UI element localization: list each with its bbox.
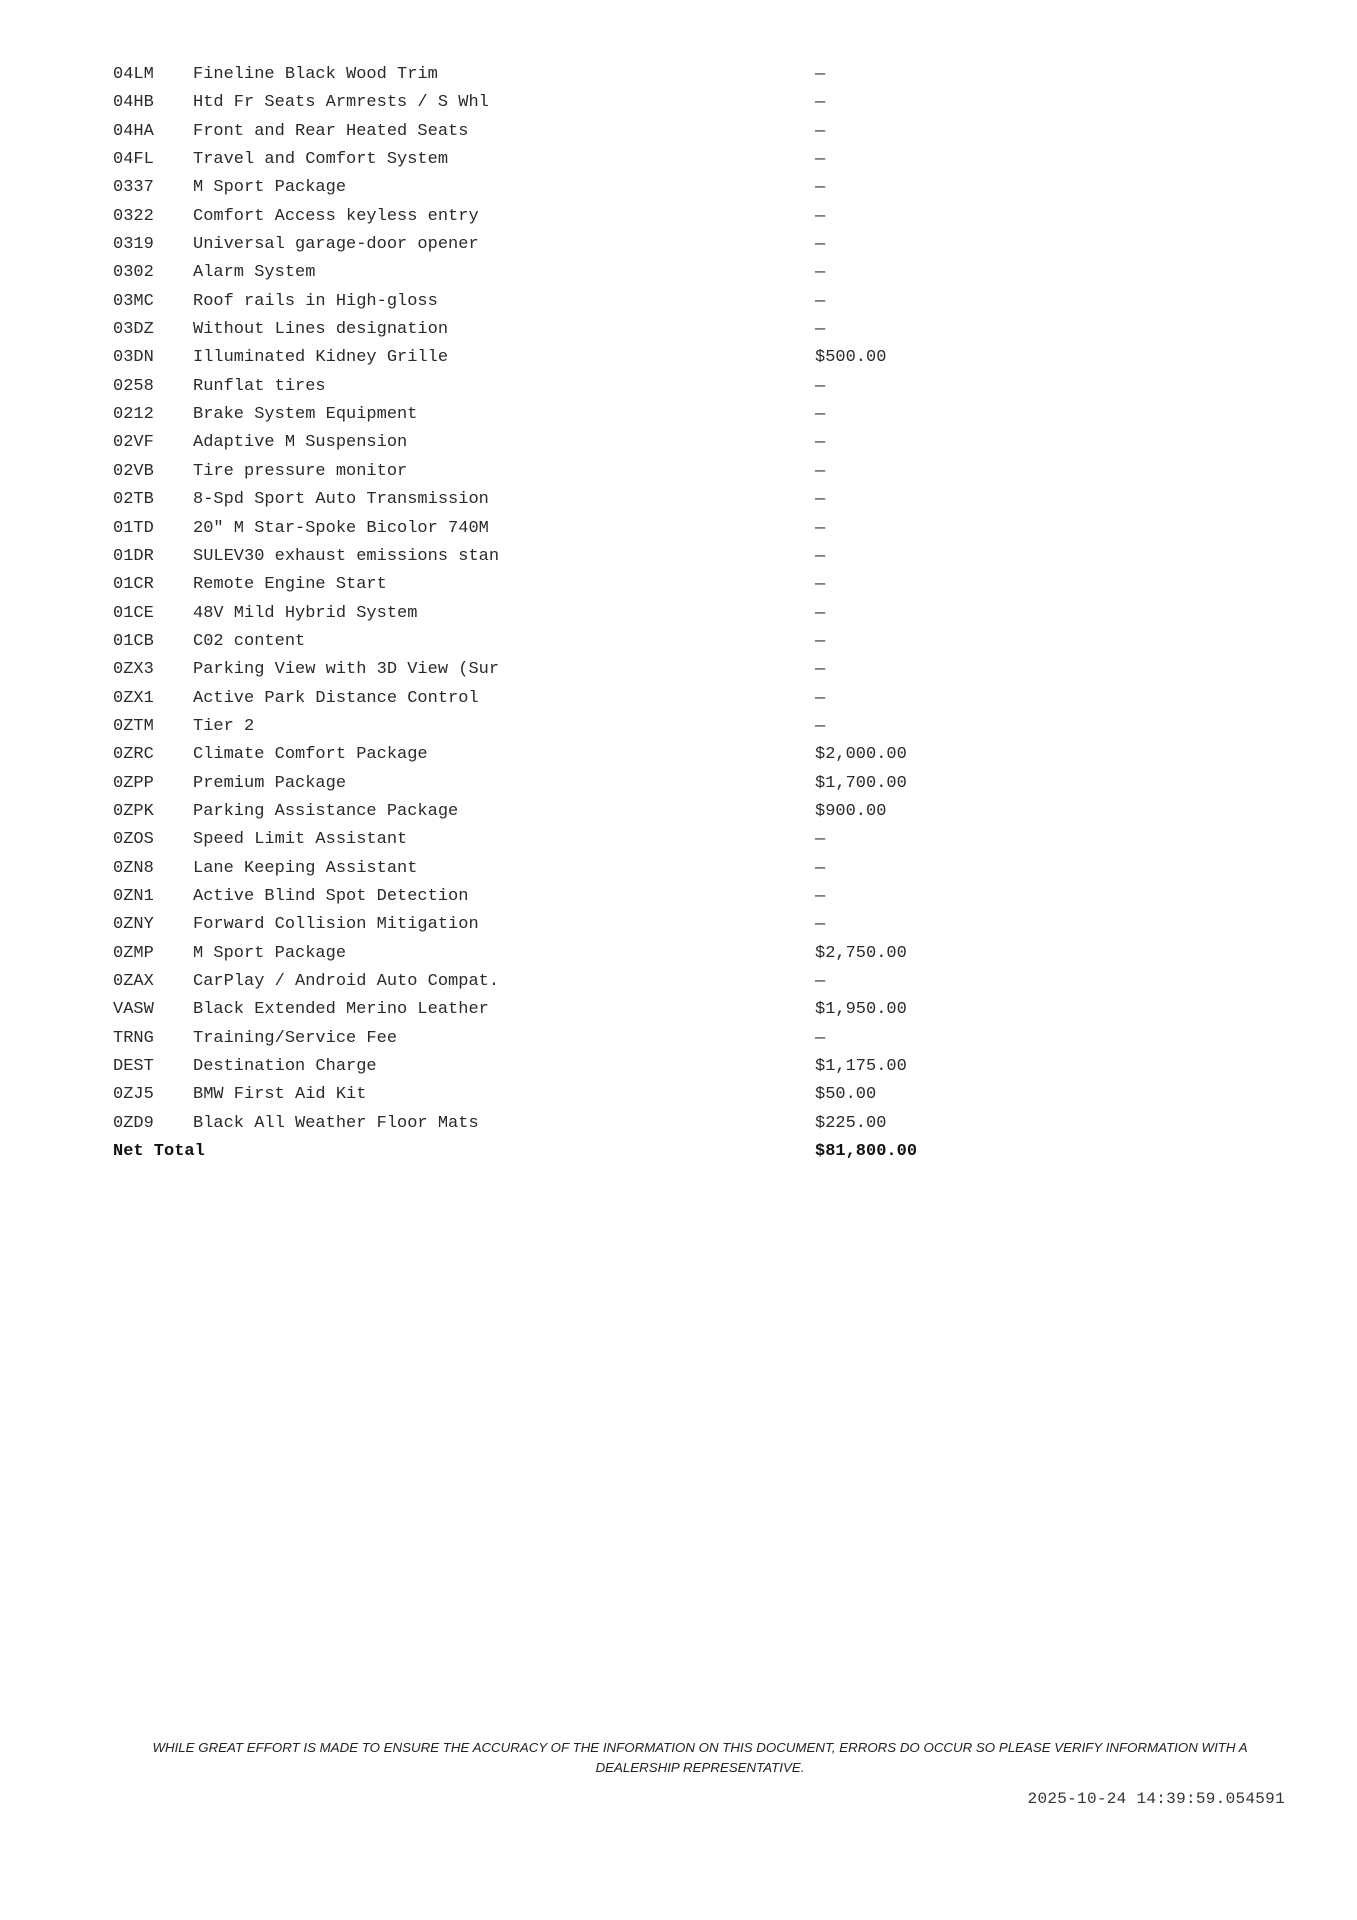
option-row — [113, 1053, 1015, 1081]
option-code: 0ZPP — [113, 773, 154, 793]
option-code: DEST — [113, 1057, 154, 1077]
option-price: — — [815, 121, 826, 141]
option-code: 01CB — [113, 631, 154, 651]
option-description: Black All Weather Floor Mats — [193, 1113, 479, 1133]
net-total-label: Net Total — [113, 1142, 205, 1162]
option-description: Travel and Comfort System — [193, 150, 449, 170]
option-description: Comfort Access keyless entry — [193, 206, 479, 226]
disclaimer-line-2: DEALERSHIP REPRESENTATIVE. — [595, 1760, 805, 1775]
option-code: 0ZX1 — [113, 688, 154, 708]
option-description: Roof rails in High-gloss — [193, 291, 438, 311]
option-price: — — [815, 320, 826, 340]
option-code: 0258 — [113, 376, 154, 396]
option-price: — — [815, 518, 826, 538]
option-price: — — [815, 291, 826, 311]
option-price: $500.00 — [815, 348, 887, 368]
option-code: 01CE — [113, 603, 154, 623]
option-price: — — [815, 433, 826, 453]
option-price: — — [815, 1028, 826, 1048]
option-description: M Sport Package — [193, 178, 347, 198]
option-description: Active Park Distance Control — [193, 688, 479, 708]
option-row — [113, 89, 1015, 117]
option-description: Runflat tires — [193, 376, 326, 396]
option-code: 0302 — [113, 263, 154, 283]
option-description: SULEV30 exhaust emissions stan — [193, 546, 500, 566]
option-row — [113, 486, 1015, 514]
option-price: $2,000.00 — [815, 745, 907, 765]
option-code: 0319 — [113, 235, 154, 255]
option-code: 02VB — [113, 461, 154, 481]
option-row — [113, 515, 1015, 543]
option-row — [113, 174, 1015, 202]
option-price: — — [815, 546, 826, 566]
option-row — [113, 458, 1015, 486]
option-code: 03DN — [113, 348, 154, 368]
option-row — [113, 259, 1015, 287]
option-code: 04LM — [113, 65, 154, 84]
option-description: CarPlay / Android Auto Compat. — [193, 972, 500, 991]
option-row — [113, 855, 1015, 883]
option-description: 20" M Star-Spoke Bicolor 740M — [193, 518, 489, 538]
option-row — [113, 61, 1015, 89]
option-code: 03DZ — [113, 320, 154, 340]
option-row — [113, 826, 1015, 854]
option-code: 02VF — [113, 433, 154, 453]
option-description: Universal garage-door opener — [193, 235, 479, 255]
options-list — [113, 61, 1015, 1138]
option-price: — — [815, 972, 826, 991]
option-row — [113, 146, 1015, 174]
option-description: Adaptive M Suspension — [193, 433, 408, 453]
option-description: Alarm System — [193, 263, 316, 283]
option-description: Htd Fr Seats Armrests / S Whl — [193, 93, 489, 113]
option-row — [113, 288, 1015, 316]
option-row — [113, 940, 1015, 968]
option-row — [113, 373, 1015, 401]
option-description: Destination Charge — [193, 1057, 377, 1077]
option-price: — — [815, 575, 826, 595]
option-row — [113, 883, 1015, 911]
option-code: 0ZJ5 — [113, 1085, 154, 1105]
option-price: — — [815, 263, 826, 283]
option-row — [113, 1110, 1015, 1138]
option-price: $900.00 — [815, 801, 887, 821]
option-description: Forward Collision Mitigation — [193, 915, 479, 935]
option-code: 0ZRC — [113, 745, 154, 765]
option-description: BMW First Aid Kit — [193, 1085, 367, 1105]
option-description: Tire pressure monitor — [193, 461, 408, 481]
option-price: — — [815, 603, 826, 623]
option-code: 0ZAX — [113, 972, 154, 991]
option-row — [113, 770, 1015, 798]
option-description: Remote Engine Start — [193, 575, 387, 595]
option-price: $225.00 — [815, 1113, 887, 1133]
option-row — [113, 316, 1015, 344]
option-price: — — [815, 235, 826, 255]
option-description: Front and Rear Heated Seats — [193, 121, 469, 141]
generated-timestamp: 2025-10-24 14:39:59.054591 — [1027, 1790, 1285, 1808]
option-row — [113, 1081, 1015, 1109]
option-row — [113, 600, 1015, 628]
option-row — [113, 741, 1015, 769]
option-row — [113, 685, 1015, 713]
option-code: 01TD — [113, 518, 154, 538]
option-code: 01CR — [113, 575, 154, 595]
option-price: — — [815, 830, 826, 850]
option-code: 0ZTM — [113, 716, 154, 736]
option-price: — — [815, 461, 826, 481]
option-row — [113, 543, 1015, 571]
option-description: Parking Assistance Package — [193, 801, 459, 821]
disclaimer-line-1: WHILE GREAT EFFORT IS MADE TO ENSURE THE ACCURACY OF THE INFORMATION ON THIS DOCUMENT, ERRORS DO OCCUR SO PLEASE VERIFY INFORMATION WITH A — [152, 1740, 1248, 1755]
option-code: 0337 — [113, 178, 154, 198]
option-price: $1,700.00 — [815, 773, 907, 793]
option-row — [113, 571, 1015, 599]
option-row — [113, 231, 1015, 259]
option-code: 0ZN1 — [113, 886, 154, 906]
option-description: M Sport Package — [193, 943, 347, 963]
option-price: — — [815, 915, 826, 935]
option-row — [113, 911, 1015, 939]
option-price: — — [815, 716, 826, 736]
option-code: 0212 — [113, 405, 154, 425]
disclaimer-text — [120, 1738, 1280, 1778]
option-description: 8-Spd Sport Auto Transmission — [193, 490, 489, 510]
option-description: Without Lines designation — [193, 320, 449, 340]
option-description: Tier 2 — [193, 716, 255, 736]
option-code: 01DR — [113, 546, 154, 566]
option-price: — — [815, 206, 826, 226]
option-price: — — [815, 660, 826, 680]
option-code: VASW — [113, 1000, 154, 1020]
option-price: $1,950.00 — [815, 1000, 907, 1020]
option-row — [113, 968, 1015, 996]
option-price: $2,750.00 — [815, 943, 907, 963]
option-code: 0ZNY — [113, 915, 154, 935]
option-code: 02TB — [113, 490, 154, 510]
option-price: — — [815, 93, 826, 113]
option-description: Active Blind Spot Detection — [193, 886, 469, 906]
option-code: 0322 — [113, 206, 154, 226]
option-row — [113, 344, 1015, 372]
net-total-row — [113, 1138, 1015, 1166]
option-price: — — [815, 631, 826, 651]
option-description: Climate Comfort Package — [193, 745, 428, 765]
option-code: TRNG — [113, 1028, 154, 1048]
option-description: C02 content — [193, 631, 306, 651]
option-price: — — [815, 150, 826, 170]
option-description: Lane Keeping Assistant — [193, 858, 418, 878]
option-price: — — [815, 405, 826, 425]
option-row — [113, 656, 1015, 684]
option-description: 48V Mild Hybrid System — [193, 603, 418, 623]
option-code: 0ZMP — [113, 943, 154, 963]
net-total-value: $81,800.00 — [815, 1142, 918, 1162]
option-row — [113, 628, 1015, 656]
option-code: 0ZN8 — [113, 858, 154, 878]
option-price: — — [815, 65, 826, 84]
option-code: 0ZOS — [113, 830, 154, 850]
option-row — [113, 118, 1015, 146]
option-code: 03MC — [113, 291, 154, 311]
option-description: Speed Limit Assistant — [193, 830, 408, 850]
option-code: 0ZD9 — [113, 1113, 154, 1133]
option-description: Brake System Equipment — [193, 405, 418, 425]
option-price: — — [815, 490, 826, 510]
option-description: Fineline Black Wood Trim — [193, 65, 438, 84]
option-description: Premium Package — [193, 773, 347, 793]
option-code: 0ZPK — [113, 801, 154, 821]
option-price: — — [815, 886, 826, 906]
option-description: Black Extended Merino Leather — [193, 1000, 489, 1020]
option-description: Parking View with 3D View (Sur — [193, 660, 500, 680]
option-row — [113, 996, 1015, 1024]
option-row — [113, 798, 1015, 826]
option-code: 04HB — [113, 93, 154, 113]
option-code: 04FL — [113, 150, 154, 170]
option-row — [113, 401, 1015, 429]
option-description: Training/Service Fee — [193, 1028, 398, 1048]
option-price: $1,175.00 — [815, 1057, 907, 1077]
option-price: — — [815, 858, 826, 878]
option-code: 04HA — [113, 121, 154, 141]
option-row — [113, 429, 1015, 457]
options-price-table — [113, 61, 1015, 1166]
option-price: — — [815, 376, 826, 396]
option-row — [113, 203, 1015, 231]
option-row — [113, 713, 1015, 741]
option-row — [113, 1025, 1015, 1053]
option-description: Illuminated Kidney Grille — [193, 348, 449, 368]
option-price: — — [815, 688, 826, 708]
option-code: 0ZX3 — [113, 660, 154, 680]
option-price: $50.00 — [815, 1085, 877, 1105]
option-price: — — [815, 178, 826, 198]
